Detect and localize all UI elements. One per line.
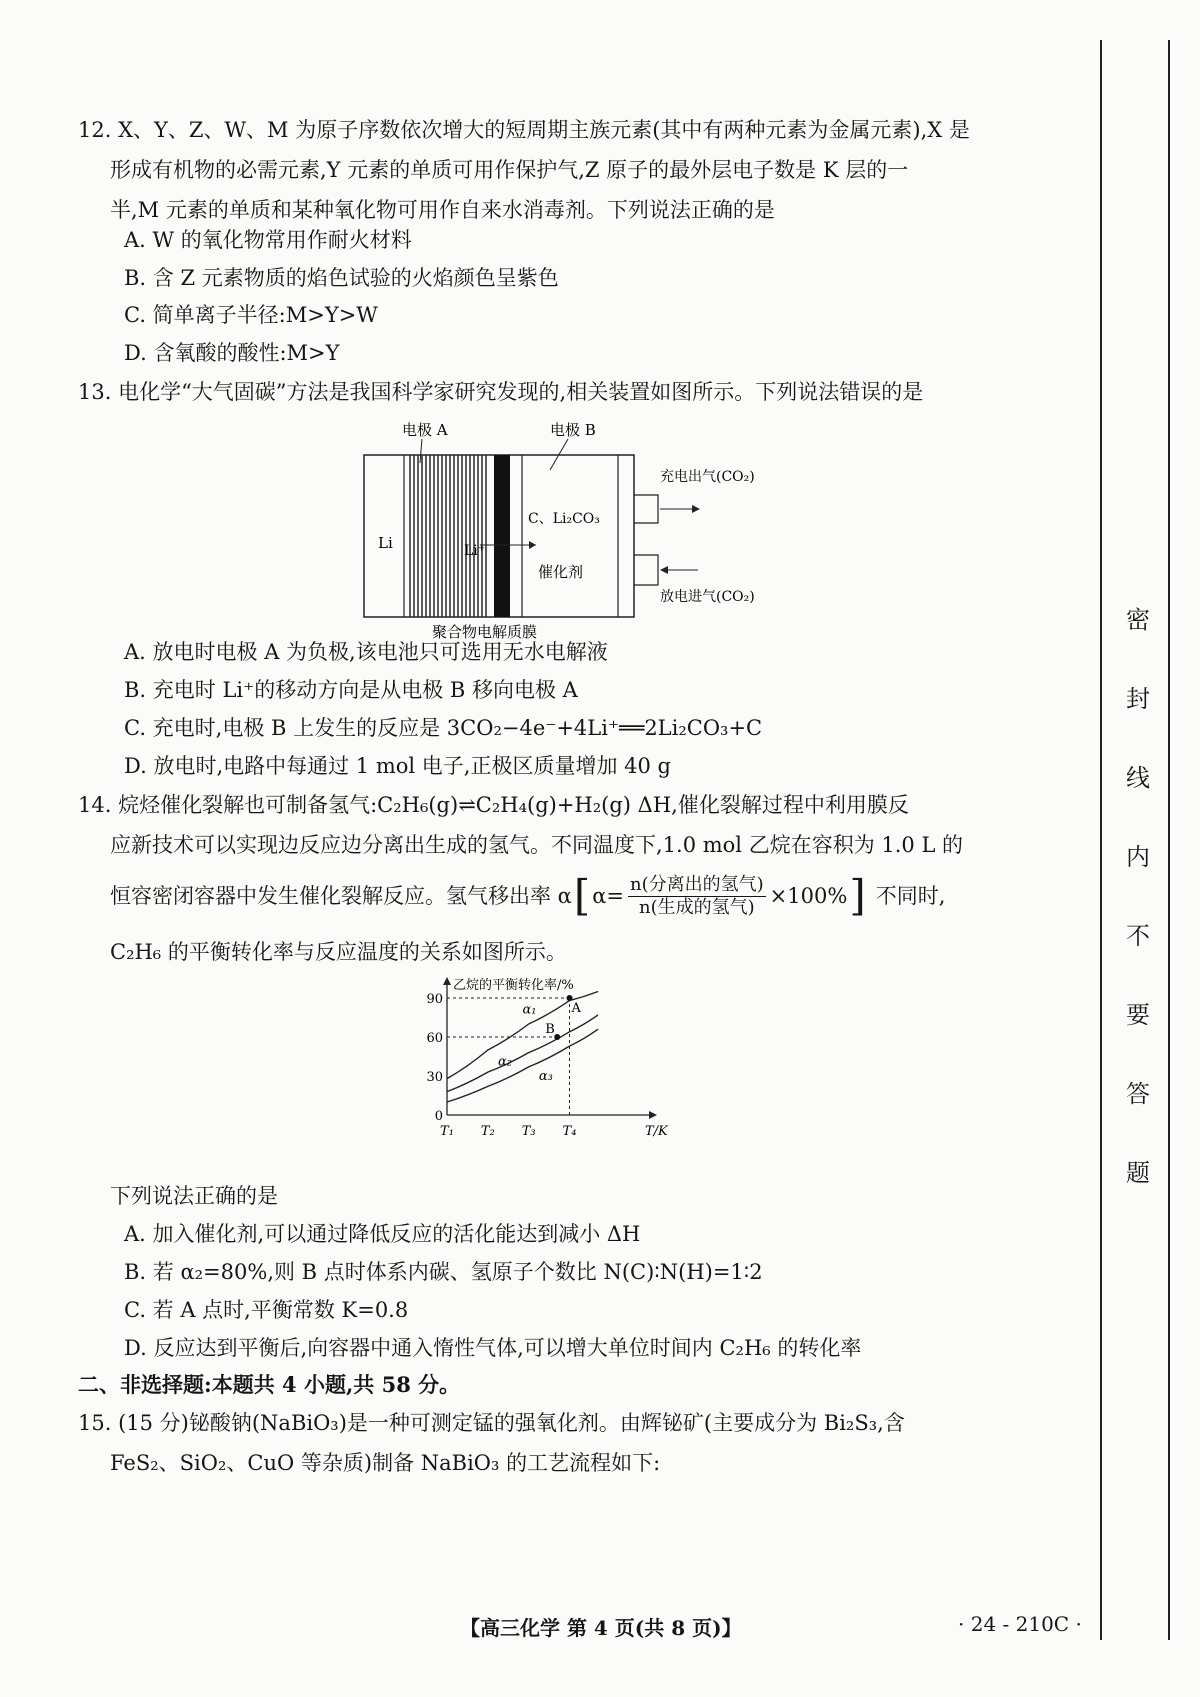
electrolyte-membrane (494, 455, 510, 617)
fraction-numerator: n(分离出的氢气) (630, 873, 764, 895)
data-point-label: A (571, 1001, 581, 1016)
footer-code: · 24 - 210C · (958, 1612, 1082, 1636)
label-electrode-b: 电极 B (550, 421, 596, 439)
q12-option-d: D. 含氧酸的酸性:M>Y (124, 341, 340, 365)
fraction-multiplier: ×100% (769, 884, 848, 908)
q15-line1: 15. (15 分)铋酸钠(NaBiO₃)是一种可测定锰的强氧化剂。由辉铋矿(主要成分为 Bi₂S₃,含 (78, 1411, 905, 1435)
x-axis-label: T/K (645, 1124, 668, 1139)
label-li: Li (378, 534, 393, 552)
binding-char: 密 (1126, 606, 1150, 634)
series-label: α₃ (538, 1068, 553, 1084)
binding-char: 答 (1126, 1080, 1150, 1108)
label-li-ion: Li⁺ (464, 543, 486, 559)
q14-line4: C₂H₆ 的平衡转化率与反应温度的关系如图所示。 (110, 940, 567, 964)
q14-line3-post: 不同时, (875, 884, 946, 908)
y-tick-label: 0 (434, 1109, 443, 1124)
q12-line3: 半,M 元素的单质和某种氧化物可用作自来水消毒剂。下列说法正确的是 (110, 198, 775, 222)
electrode-a-stripes (410, 455, 486, 617)
q12-line2: 形成有机物的必需元素,Y 元素的单质可用作保护气,Z 原子的最外层电子数是 K 层的一 (110, 158, 909, 182)
q14-option-c: C. 若 A 点时,平衡常数 K=0.8 (124, 1298, 409, 1322)
q13-option-b: B. 充电时 Li⁺的移动方向是从电极 B 移向电极 A (124, 678, 578, 702)
fraction-denominator: n(生成的氢气) (639, 896, 755, 918)
q12-option-b: B. 含 Z 元素物质的焰色试验的火焰颜色呈紫色 (124, 266, 559, 290)
q13-stem: 13. 电化学“大气固碳”方法是我国科学家研究发现的,相关装置如图所示。下列说法错误的是 (78, 380, 924, 404)
alpha-fraction (628, 874, 766, 919)
binding-char: 线 (1126, 764, 1150, 792)
alpha-equals: α= (592, 884, 625, 908)
series-line (447, 1029, 598, 1102)
data-point-label: B (545, 1022, 555, 1037)
x-tick-label: T₁ (440, 1124, 454, 1139)
binding-char: 封 (1126, 685, 1150, 713)
y-axis-arrow (443, 977, 451, 985)
q15-line2: FeS₂、SiO₂、CuO 等杂质)制备 NaBiO₃ 的工艺流程如下: (110, 1451, 661, 1475)
y-axis-label: 乙烷的平衡转化率/% (453, 978, 574, 993)
q13-option-d: D. 放电时,电路中每通过 1 mol 电子,正极区质量增加 40 g (124, 754, 671, 778)
binding-line-left (1100, 40, 1102, 1640)
series-line (447, 1015, 598, 1092)
x-tick-label: T₂ (480, 1124, 495, 1139)
q14-line3-pre: 恒容密闭容器中发生催化裂解反应。氢气移出率 α (110, 884, 572, 908)
label-c-li2co3: C、Li₂CO₃ (528, 511, 600, 527)
binding-notice (1120, 600, 1156, 1232)
series-label: α₁ (522, 1002, 537, 1018)
q14-option-a: A. 加入催化剂,可以通过降低反应的活化能达到减小 ΔH (124, 1222, 641, 1246)
q14-lead: 下列说法正确的是 (110, 1184, 278, 1208)
binding-char: 内 (1126, 843, 1150, 871)
q13-option-a: A. 放电时电极 A 为负极,该电池只可选用无水电解液 (124, 640, 608, 664)
label-catalyst: 催化剂 (538, 563, 584, 581)
question-12 (78, 110, 1088, 230)
q13-option-c: C. 充电时,电极 B 上发生的反应是 3CO₂−4e⁻+4Li⁺══2Li₂CO₃+C (124, 716, 763, 740)
label-charge-out: 充电出气(CO₂) (660, 469, 755, 485)
bracket-left: [ (573, 871, 591, 920)
series-label: α₂ (498, 1054, 513, 1070)
x-tick-label: T₄ (562, 1124, 577, 1139)
footer-page-info: 【高三化学 第 4 页(共 8 页)】 (460, 1616, 742, 1640)
q14-line1: 14. 烷烃催化裂解也可制备氢气:C₂H₆(g)⇌C₂H₄(g)+H₂(g) ΔH,催化裂解过程中利用膜反 (78, 793, 909, 817)
binding-line-right (1168, 40, 1170, 1640)
y-tick-label: 60 (426, 1031, 443, 1046)
y-tick-label: 90 (426, 992, 443, 1007)
q12-line1: 12. X、Y、Z、W、M 为原子序数依次增大的短周期主族元素(其中有两种元素为金属元素),X 是 (78, 118, 970, 142)
binding-margin (1096, 40, 1178, 1640)
q14-line2: 应新技术可以实现边反应边分离出生成的氢气。不同温度下,1.0 mol 乙烷在容积为 1.0 L 的 (110, 833, 964, 857)
question-15 (78, 1403, 1088, 1483)
x-tick-label: T₃ (521, 1124, 536, 1139)
q12-option-a: A. W 的氧化物常用作耐火材料 (124, 228, 412, 252)
binding-char: 要 (1126, 1001, 1150, 1029)
label-discharge-in: 放电进气(CO₂) (660, 589, 755, 605)
q14-option-d: D. 反应达到平衡后,向容器中通入惰性气体,可以增大单位时间内 C₂H₆ 的转化率 (124, 1336, 862, 1360)
binding-char: 不 (1126, 922, 1150, 950)
label-electrode-a: 电极 A (402, 421, 448, 439)
section-2-heading: 二、非选择题:本题共 4 小题,共 58 分。 (78, 1372, 461, 1397)
question-13 (78, 372, 1088, 412)
label-membrane: 聚合物电解质膜 (432, 623, 538, 641)
q14-line3 (110, 872, 945, 920)
x-axis-arrow (649, 1111, 657, 1119)
question-14 (78, 785, 1088, 865)
y-tick-label: 30 (426, 1070, 443, 1085)
q14-option-b: B. 若 α₂=80%,则 B 点时体系内碳、氢原子个数比 N(C)∶N(H)=1∶2 (124, 1260, 763, 1284)
data-point (554, 1034, 560, 1040)
conversion-chart (425, 975, 715, 1195)
binding-char: 题 (1126, 1159, 1150, 1187)
q12-option-c: C. 简单离子半径:M>Y>W (124, 303, 378, 327)
bracket-right: ] (849, 871, 866, 920)
